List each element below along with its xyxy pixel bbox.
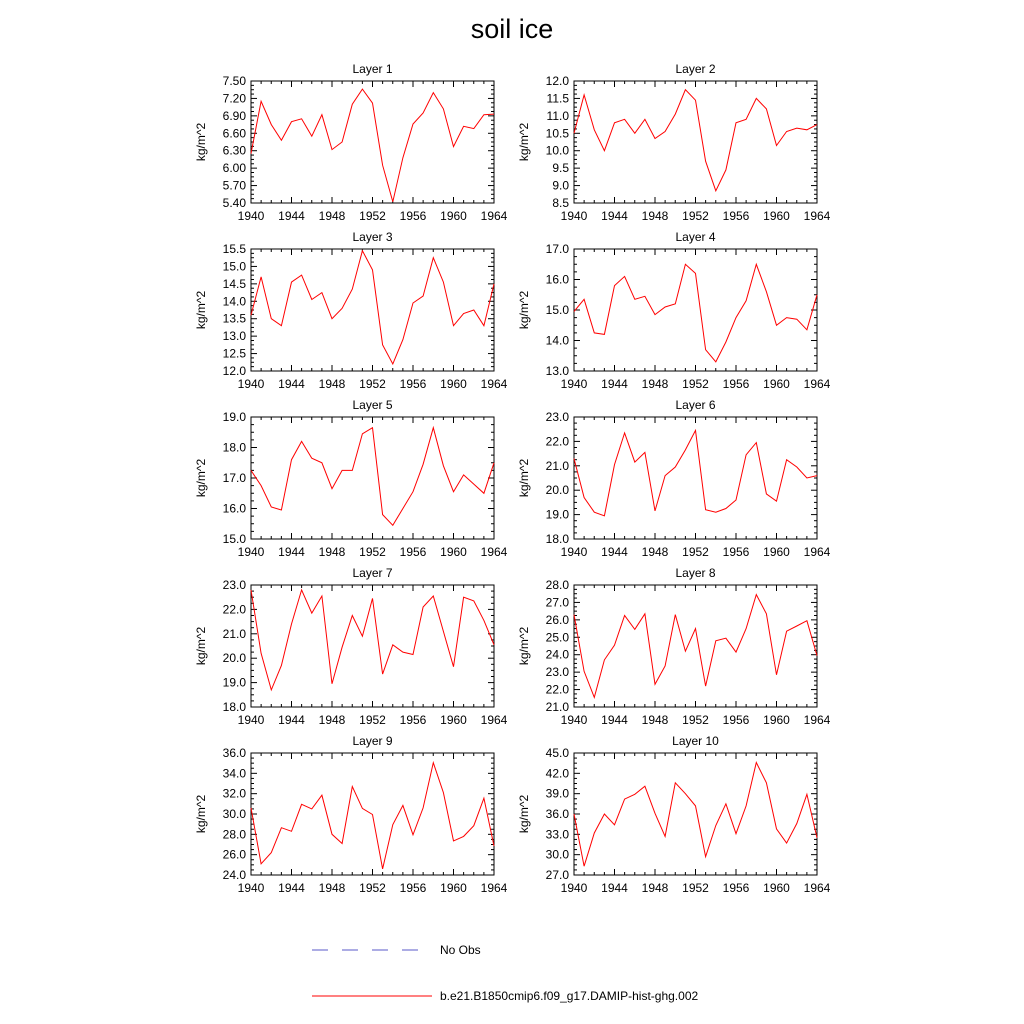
x-tick-label: 1956 xyxy=(399,545,427,559)
panel-layer-7 xyxy=(194,566,508,727)
y-tick-label: 6.00 xyxy=(222,161,246,176)
y-tick-label: 14.0 xyxy=(545,333,569,348)
x-tick-label: 1964 xyxy=(803,209,831,223)
y-tick-label: 28.0 xyxy=(545,578,569,592)
y-tick-label: 24.0 xyxy=(222,868,246,882)
y-tick-label: 9.5 xyxy=(552,161,569,176)
y-tick-label: 12.0 xyxy=(222,364,246,378)
x-tick-label: 1948 xyxy=(641,713,669,727)
y-tick-label: 32.0 xyxy=(222,786,246,801)
y-tick-label: 27.0 xyxy=(545,595,569,610)
y-tick-label: 10.0 xyxy=(545,143,569,158)
x-tick-label: 1940 xyxy=(560,881,588,895)
x-tick-label: 1952 xyxy=(682,209,709,223)
plot-frame xyxy=(251,249,494,371)
y-tick-label: 18.0 xyxy=(545,532,569,546)
x-tick-label: 1944 xyxy=(601,209,628,223)
y-tick-label: 12.5 xyxy=(222,346,246,361)
series-line xyxy=(574,90,817,191)
legend xyxy=(312,943,698,1003)
y-tick-label: 14.0 xyxy=(222,294,246,309)
y-tick-label: 7.20 xyxy=(222,91,246,106)
x-tick-label: 1960 xyxy=(440,377,467,391)
x-tick-label: 1944 xyxy=(601,713,628,727)
y-tick-label: 11.5 xyxy=(546,91,569,106)
panel-title: Layer 8 xyxy=(675,566,716,580)
y-tick-label: 23.0 xyxy=(545,410,569,424)
y-tick-label: 12.0 xyxy=(545,74,569,88)
x-tick-label: 1964 xyxy=(803,377,831,391)
x-tick-label: 1940 xyxy=(237,209,265,223)
panel-layer-4 xyxy=(517,230,831,391)
y-tick-label: 20.0 xyxy=(545,483,569,498)
x-tick-label: 1956 xyxy=(722,209,750,223)
x-tick-label: 1952 xyxy=(359,377,386,391)
y-tick-label: 39.0 xyxy=(545,786,569,801)
panel-title: Layer 9 xyxy=(352,734,393,748)
panel-layer-1 xyxy=(194,62,508,223)
series-line xyxy=(574,595,817,698)
y-tick-label: 24.0 xyxy=(545,647,569,662)
y-tick-label: 23.0 xyxy=(222,578,246,592)
x-tick-label: 1944 xyxy=(278,713,305,727)
panel-title: Layer 2 xyxy=(675,62,716,76)
y-tick-label: 15.0 xyxy=(222,259,246,274)
plot-frame xyxy=(251,81,494,203)
x-tick-label: 1952 xyxy=(359,713,386,727)
x-tick-label: 1960 xyxy=(763,713,790,727)
y-tick-label: 19.0 xyxy=(222,410,246,424)
panel-title: Layer 6 xyxy=(675,398,716,412)
x-tick-label: 1952 xyxy=(682,713,709,727)
x-tick-label: 1964 xyxy=(480,209,508,223)
panel-grid xyxy=(194,62,831,895)
plot-frame xyxy=(574,417,817,539)
y-tick-label: 6.60 xyxy=(222,126,246,141)
x-tick-label: 1960 xyxy=(763,881,790,895)
x-tick-label: 1956 xyxy=(399,881,427,895)
x-tick-label: 1964 xyxy=(803,545,831,559)
y-tick-label: 30.0 xyxy=(545,847,569,862)
panel-layer-3 xyxy=(194,230,508,391)
y-axis-label: kg/m^2 xyxy=(517,122,531,162)
y-tick-label: 14.5 xyxy=(222,276,246,291)
plot-frame xyxy=(251,585,494,707)
x-tick-label: 1940 xyxy=(560,209,588,223)
plot-frame xyxy=(574,249,817,371)
x-tick-label: 1940 xyxy=(560,713,588,727)
y-tick-label: 21.0 xyxy=(545,700,569,714)
series-line xyxy=(251,89,494,202)
panel-title: Layer 7 xyxy=(352,566,393,580)
x-tick-label: 1956 xyxy=(399,209,427,223)
x-tick-label: 1960 xyxy=(440,209,467,223)
y-tick-label: 13.0 xyxy=(222,329,246,344)
y-tick-label: 33.0 xyxy=(545,827,569,842)
y-axis-label: kg/m^2 xyxy=(194,122,208,162)
x-tick-label: 1940 xyxy=(560,377,588,391)
y-tick-label: 6.30 xyxy=(222,143,246,158)
x-tick-label: 1948 xyxy=(641,209,669,223)
y-tick-label: 5.70 xyxy=(222,178,246,193)
panel-title: Layer 1 xyxy=(352,62,393,76)
y-tick-label: 17.0 xyxy=(222,471,246,485)
x-tick-label: 1960 xyxy=(440,713,467,727)
y-tick-label: 36.0 xyxy=(222,746,246,760)
x-tick-label: 1956 xyxy=(722,377,750,391)
x-tick-label: 1944 xyxy=(278,881,305,895)
panel-title: Layer 10 xyxy=(672,734,719,748)
y-tick-label: 25.0 xyxy=(545,630,569,645)
x-tick-label: 1940 xyxy=(237,713,265,727)
panel-title: Layer 4 xyxy=(675,230,716,244)
figure-title: soil ice xyxy=(470,14,554,44)
panel-layer-8 xyxy=(517,566,831,727)
y-tick-label: 8.5 xyxy=(552,196,569,210)
y-axis-label: kg/m^2 xyxy=(517,458,531,498)
x-tick-label: 1960 xyxy=(763,545,790,559)
x-tick-label: 1944 xyxy=(278,545,305,559)
x-tick-label: 1960 xyxy=(440,881,467,895)
x-tick-label: 1944 xyxy=(601,881,628,895)
x-tick-label: 1960 xyxy=(440,545,467,559)
y-tick-label: 10.5 xyxy=(545,126,569,141)
plot-frame xyxy=(574,585,817,707)
y-axis-label: kg/m^2 xyxy=(194,290,208,330)
y-tick-label: 36.0 xyxy=(545,807,569,821)
y-tick-label: 13.5 xyxy=(222,311,246,326)
y-tick-label: 45.0 xyxy=(545,746,569,760)
x-tick-label: 1952 xyxy=(359,545,386,559)
x-tick-label: 1948 xyxy=(318,881,346,895)
y-tick-label: 6.90 xyxy=(222,108,246,123)
x-tick-label: 1944 xyxy=(278,209,305,223)
y-tick-label: 21.0 xyxy=(545,458,569,473)
series-line xyxy=(251,590,494,690)
x-tick-label: 1940 xyxy=(560,545,588,559)
panel-layer-2 xyxy=(517,62,831,223)
panel-layer-6 xyxy=(517,398,831,559)
y-tick-label: 13.0 xyxy=(545,364,569,378)
series-line xyxy=(251,763,494,869)
x-tick-label: 1960 xyxy=(763,209,790,223)
y-tick-label: 30.0 xyxy=(222,807,246,821)
y-tick-label: 20.0 xyxy=(222,651,246,666)
series-line xyxy=(574,763,817,867)
y-tick-label: 11.0 xyxy=(546,108,569,123)
x-tick-label: 1964 xyxy=(480,545,508,559)
x-tick-label: 1952 xyxy=(359,881,386,895)
x-tick-label: 1964 xyxy=(480,377,508,391)
y-tick-label: 22.0 xyxy=(222,602,246,617)
y-tick-label: 9.0 xyxy=(552,178,569,193)
series-line xyxy=(251,428,494,526)
y-axis-label: kg/m^2 xyxy=(194,794,208,834)
y-tick-label: 28.0 xyxy=(222,827,246,842)
y-axis-label: kg/m^2 xyxy=(517,626,531,666)
x-tick-label: 1956 xyxy=(722,881,750,895)
y-tick-label: 27.0 xyxy=(545,868,569,882)
y-tick-label: 15.5 xyxy=(222,242,246,256)
x-tick-label: 1952 xyxy=(682,881,709,895)
x-tick-label: 1964 xyxy=(480,713,508,727)
y-tick-label: 26.0 xyxy=(545,612,569,627)
y-tick-label: 19.0 xyxy=(545,507,569,522)
y-tick-label: 18.0 xyxy=(222,700,246,714)
y-axis-label: kg/m^2 xyxy=(517,290,531,330)
y-tick-label: 5.40 xyxy=(222,196,246,210)
y-tick-label: 15.0 xyxy=(222,532,246,546)
x-tick-label: 1948 xyxy=(641,377,669,391)
x-tick-label: 1940 xyxy=(237,545,265,559)
y-tick-label: 16.0 xyxy=(545,272,569,287)
x-tick-label: 1964 xyxy=(803,881,831,895)
y-tick-label: 18.0 xyxy=(222,440,246,455)
x-tick-label: 1948 xyxy=(318,377,346,391)
x-tick-label: 1948 xyxy=(318,713,346,727)
y-tick-label: 15.0 xyxy=(545,303,569,317)
x-tick-label: 1944 xyxy=(601,377,628,391)
x-tick-label: 1948 xyxy=(318,209,346,223)
panel-layer-5 xyxy=(194,398,508,559)
y-tick-label: 42.0 xyxy=(545,766,569,781)
panel-title: Layer 5 xyxy=(352,398,393,412)
y-axis-label: kg/m^2 xyxy=(194,458,208,498)
y-tick-label: 16.0 xyxy=(222,501,246,516)
x-tick-label: 1940 xyxy=(237,377,265,391)
y-tick-label: 23.0 xyxy=(545,665,569,680)
x-tick-label: 1948 xyxy=(641,881,669,895)
legend-label-no-obs: No Obs xyxy=(440,943,481,957)
series-line xyxy=(574,264,817,362)
x-tick-label: 1944 xyxy=(601,545,628,559)
plot-frame xyxy=(574,81,817,203)
x-tick-label: 1964 xyxy=(480,881,508,895)
plot-frame xyxy=(574,753,817,875)
legend-label-model: b.e21.B1850cmip6.f09_g17.DAMIP-hist-ghg.002 xyxy=(440,989,699,1003)
x-tick-label: 1948 xyxy=(318,545,346,559)
x-tick-label: 1952 xyxy=(682,377,709,391)
x-tick-label: 1956 xyxy=(399,713,427,727)
x-tick-label: 1944 xyxy=(278,377,305,391)
x-tick-label: 1956 xyxy=(399,377,427,391)
y-tick-label: 22.0 xyxy=(545,434,569,449)
x-tick-label: 1952 xyxy=(359,209,386,223)
x-tick-label: 1960 xyxy=(763,377,790,391)
y-tick-label: 22.0 xyxy=(545,682,569,697)
panel-layer-9 xyxy=(194,734,508,895)
x-tick-label: 1940 xyxy=(237,881,265,895)
y-tick-label: 26.0 xyxy=(222,847,246,862)
x-tick-label: 1956 xyxy=(722,545,750,559)
x-tick-label: 1956 xyxy=(722,713,750,727)
series-line xyxy=(574,430,817,515)
panel-title: Layer 3 xyxy=(352,230,393,244)
y-axis-label: kg/m^2 xyxy=(194,626,208,666)
y-axis-label: kg/m^2 xyxy=(517,794,531,834)
y-tick-label: 17.0 xyxy=(545,242,569,256)
y-tick-label: 34.0 xyxy=(222,766,246,781)
x-tick-label: 1948 xyxy=(641,545,669,559)
y-tick-label: 7.50 xyxy=(222,74,246,88)
panel-layer-10 xyxy=(517,734,831,895)
x-tick-label: 1964 xyxy=(803,713,831,727)
y-tick-label: 19.0 xyxy=(222,675,246,690)
series-line xyxy=(251,251,494,364)
y-tick-label: 21.0 xyxy=(222,626,246,641)
x-tick-label: 1952 xyxy=(682,545,709,559)
